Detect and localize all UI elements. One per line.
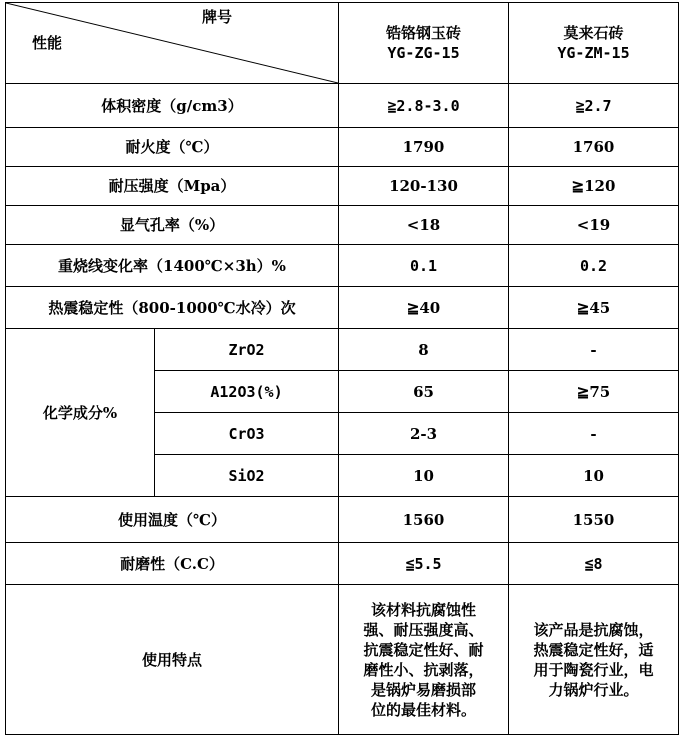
- features-line: 该材料抗腐蚀性: [370, 600, 476, 619]
- features-text-1: [339, 585, 509, 735]
- table-row: [6, 167, 679, 206]
- row-value-1: 1790: [339, 128, 509, 167]
- features-line: 用于陶瓷行业，电: [533, 660, 654, 679]
- row-value-2: <19: [509, 206, 679, 245]
- features-line: 该产品是抗腐蚀，: [533, 620, 654, 639]
- features-line: 热震稳定性好，适: [533, 640, 654, 659]
- table-row: [6, 543, 679, 585]
- chem-sub-label: A12O3(%): [155, 371, 339, 413]
- row-value-1: 1560: [339, 497, 509, 543]
- corner-left-label: 性能: [32, 34, 63, 52]
- corner-header-cell: [6, 3, 339, 84]
- chem-sub-label: ZrO2: [155, 329, 339, 371]
- features-label: 使用特点: [6, 585, 339, 735]
- features-line: 是锅炉易磨损部: [370, 680, 476, 699]
- row-value-1: <18: [339, 206, 509, 245]
- product-name-1: 锆铬钢玉砖: [385, 24, 461, 42]
- table-row: [6, 206, 679, 245]
- table-row: [6, 84, 679, 128]
- chem-value-1: 2-3: [339, 413, 509, 455]
- product-header-1: [339, 3, 509, 84]
- features-row: [6, 585, 679, 735]
- chem-value-2: -: [509, 413, 679, 455]
- row-label: 耐火度（℃）: [6, 128, 339, 167]
- product-header-2: [509, 3, 679, 84]
- header-row: [6, 3, 679, 84]
- row-label: 显气孔率（%）: [6, 206, 339, 245]
- spec-table: [5, 2, 679, 735]
- row-value-1: ≧40: [339, 287, 509, 329]
- row-label: 使用温度（℃）: [6, 497, 339, 543]
- row-label: 耐磨性（C.C）: [6, 543, 339, 585]
- product-name-2: 莫来石砖: [563, 24, 624, 42]
- table-row: [6, 287, 679, 329]
- row-value-2: 1760: [509, 128, 679, 167]
- row-value-1: 120-130: [339, 167, 509, 206]
- row-value-2: ≧120: [509, 167, 679, 206]
- row-value-2: 0.2: [509, 245, 679, 287]
- chem-value-1: 10: [339, 455, 509, 497]
- chem-sub-label: CrO3: [155, 413, 339, 455]
- row-label: 热震稳定性（800-1000℃水冷）次: [6, 287, 339, 329]
- table-row: [6, 497, 679, 543]
- table-row: [6, 245, 679, 287]
- row-value-2: ≧45: [509, 287, 679, 329]
- row-value-2: ≧2.7: [509, 84, 679, 128]
- chem-value-1: 8: [339, 329, 509, 371]
- product-code-1: YG-ZG-15: [387, 44, 460, 62]
- chem-value-1: 65: [339, 371, 509, 413]
- features-line: 磨性小、抗剥落，: [363, 660, 484, 679]
- table-row: [6, 128, 679, 167]
- row-value-2: 1550: [509, 497, 679, 543]
- chem-row: [6, 329, 679, 371]
- row-label: 重烧线变化率（1400℃×3h）%: [6, 245, 339, 287]
- row-value-1: 0.1: [339, 245, 509, 287]
- features-line: 力锅炉行业。: [548, 680, 639, 699]
- row-value-1: ≦5.5: [339, 543, 509, 585]
- row-value-2: ≦8: [509, 543, 679, 585]
- row-value-1: ≧2.8-3.0: [339, 84, 509, 128]
- features-text-2: [509, 585, 679, 735]
- product-code-2: YG-ZM-15: [557, 44, 630, 62]
- row-label: 耐压强度（Mpa）: [6, 167, 339, 206]
- features-line: 抗震稳定性好、耐: [363, 640, 484, 659]
- chem-value-2: 10: [509, 455, 679, 497]
- chem-value-2: -: [509, 329, 679, 371]
- row-label: 体积密度（g/cm3）: [6, 84, 339, 128]
- chem-value-2: ≧75: [509, 371, 679, 413]
- chem-sub-label: SiO2: [155, 455, 339, 497]
- features-line: 位的最佳材料。: [370, 700, 476, 719]
- chem-label: 化学成分%: [6, 329, 155, 497]
- features-line: 强、耐压强度高、: [363, 620, 484, 639]
- corner-top-label: 牌号: [202, 8, 233, 26]
